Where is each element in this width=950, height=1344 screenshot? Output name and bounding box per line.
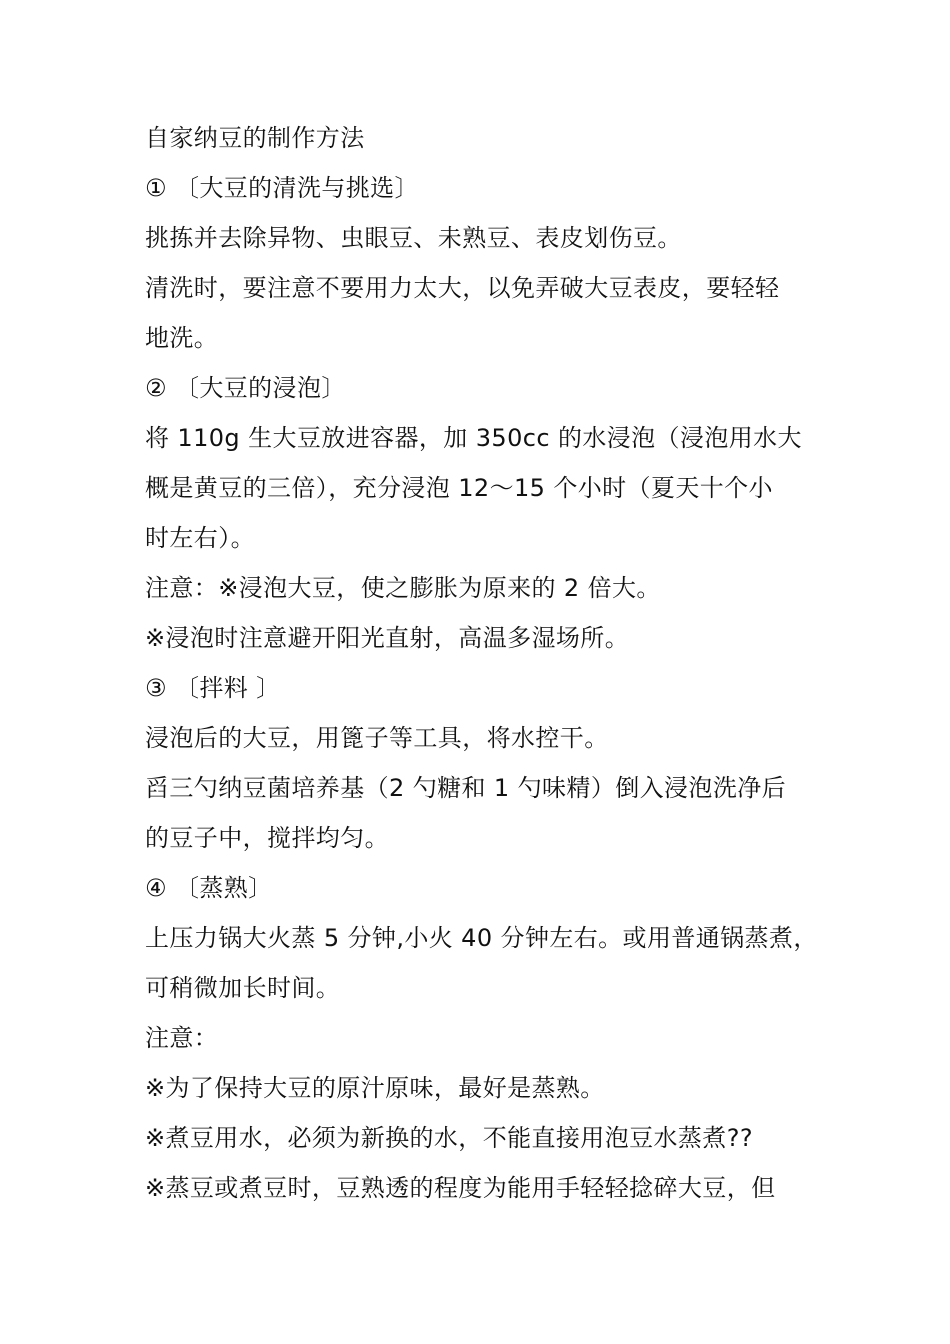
paragraph-line: 地洗。 <box>145 324 219 352</box>
paragraph-line: 舀三勺纳豆菌培养基（2 勺糖和 1 勺味精）倒入浸泡洗净后 <box>145 774 787 802</box>
paragraph-line: 可稍微加长时间。 <box>145 974 341 1002</box>
note-line: 注意：※浸泡大豆，使之膨胀为原来的 2 倍大。 <box>145 574 661 602</box>
paragraph-line: 挑拣并去除异物、虫眼豆、未熟豆、表皮划伤豆。 <box>145 224 682 252</box>
section-heading-mixing: ③ 〔拌料 〕 <box>145 674 281 702</box>
note-line: ※煮豆用水，必须为新换的水，不能直接用泡豆水蒸煮?? <box>145 1124 753 1152</box>
paragraph-line: 上压力锅大火蒸 5 分钟,小火 40 分钟左右。或用普通锅蒸煮， <box>145 924 818 952</box>
section-heading-soaking: ② 〔大豆的浸泡〕 <box>145 374 346 402</box>
section-heading-cleaning: ① 〔大豆的清洗与挑选〕 <box>145 174 419 202</box>
note-line: ※浸泡时注意避开阳光直射，高温多湿场所。 <box>145 624 630 652</box>
paragraph-line: 将 110g 生大豆放进容器，加 350cc 的水浸泡（浸泡用水大 <box>145 424 802 452</box>
note-line: ※为了保持大豆的原汁原味，最好是蒸熟。 <box>145 1074 605 1102</box>
document-title: 自家纳豆的制作方法 <box>145 124 365 152</box>
note-line: ※蒸豆或煮豆时，豆熟透的程度为能用手轻轻捻碎大豆，但 <box>145 1174 776 1202</box>
paragraph-line: 浸泡后的大豆，用篦子等工具，将水控干。 <box>145 724 609 752</box>
note-label: 注意： <box>145 1024 219 1052</box>
paragraph-line: 概是黄豆的三倍），充分浸泡 12～15 个小时（夏天十个小 <box>145 474 773 502</box>
paragraph-line: 时左右）。 <box>145 524 255 552</box>
paragraph-line: 清洗时，要注意不要用力太大，以免弄破大豆表皮，要轻轻 <box>145 274 780 302</box>
document-body <box>145 113 818 1213</box>
paragraph-line: 的豆子中，搅拌均匀。 <box>145 824 389 852</box>
section-heading-steaming: ④ 〔蒸熟〕 <box>145 874 273 902</box>
